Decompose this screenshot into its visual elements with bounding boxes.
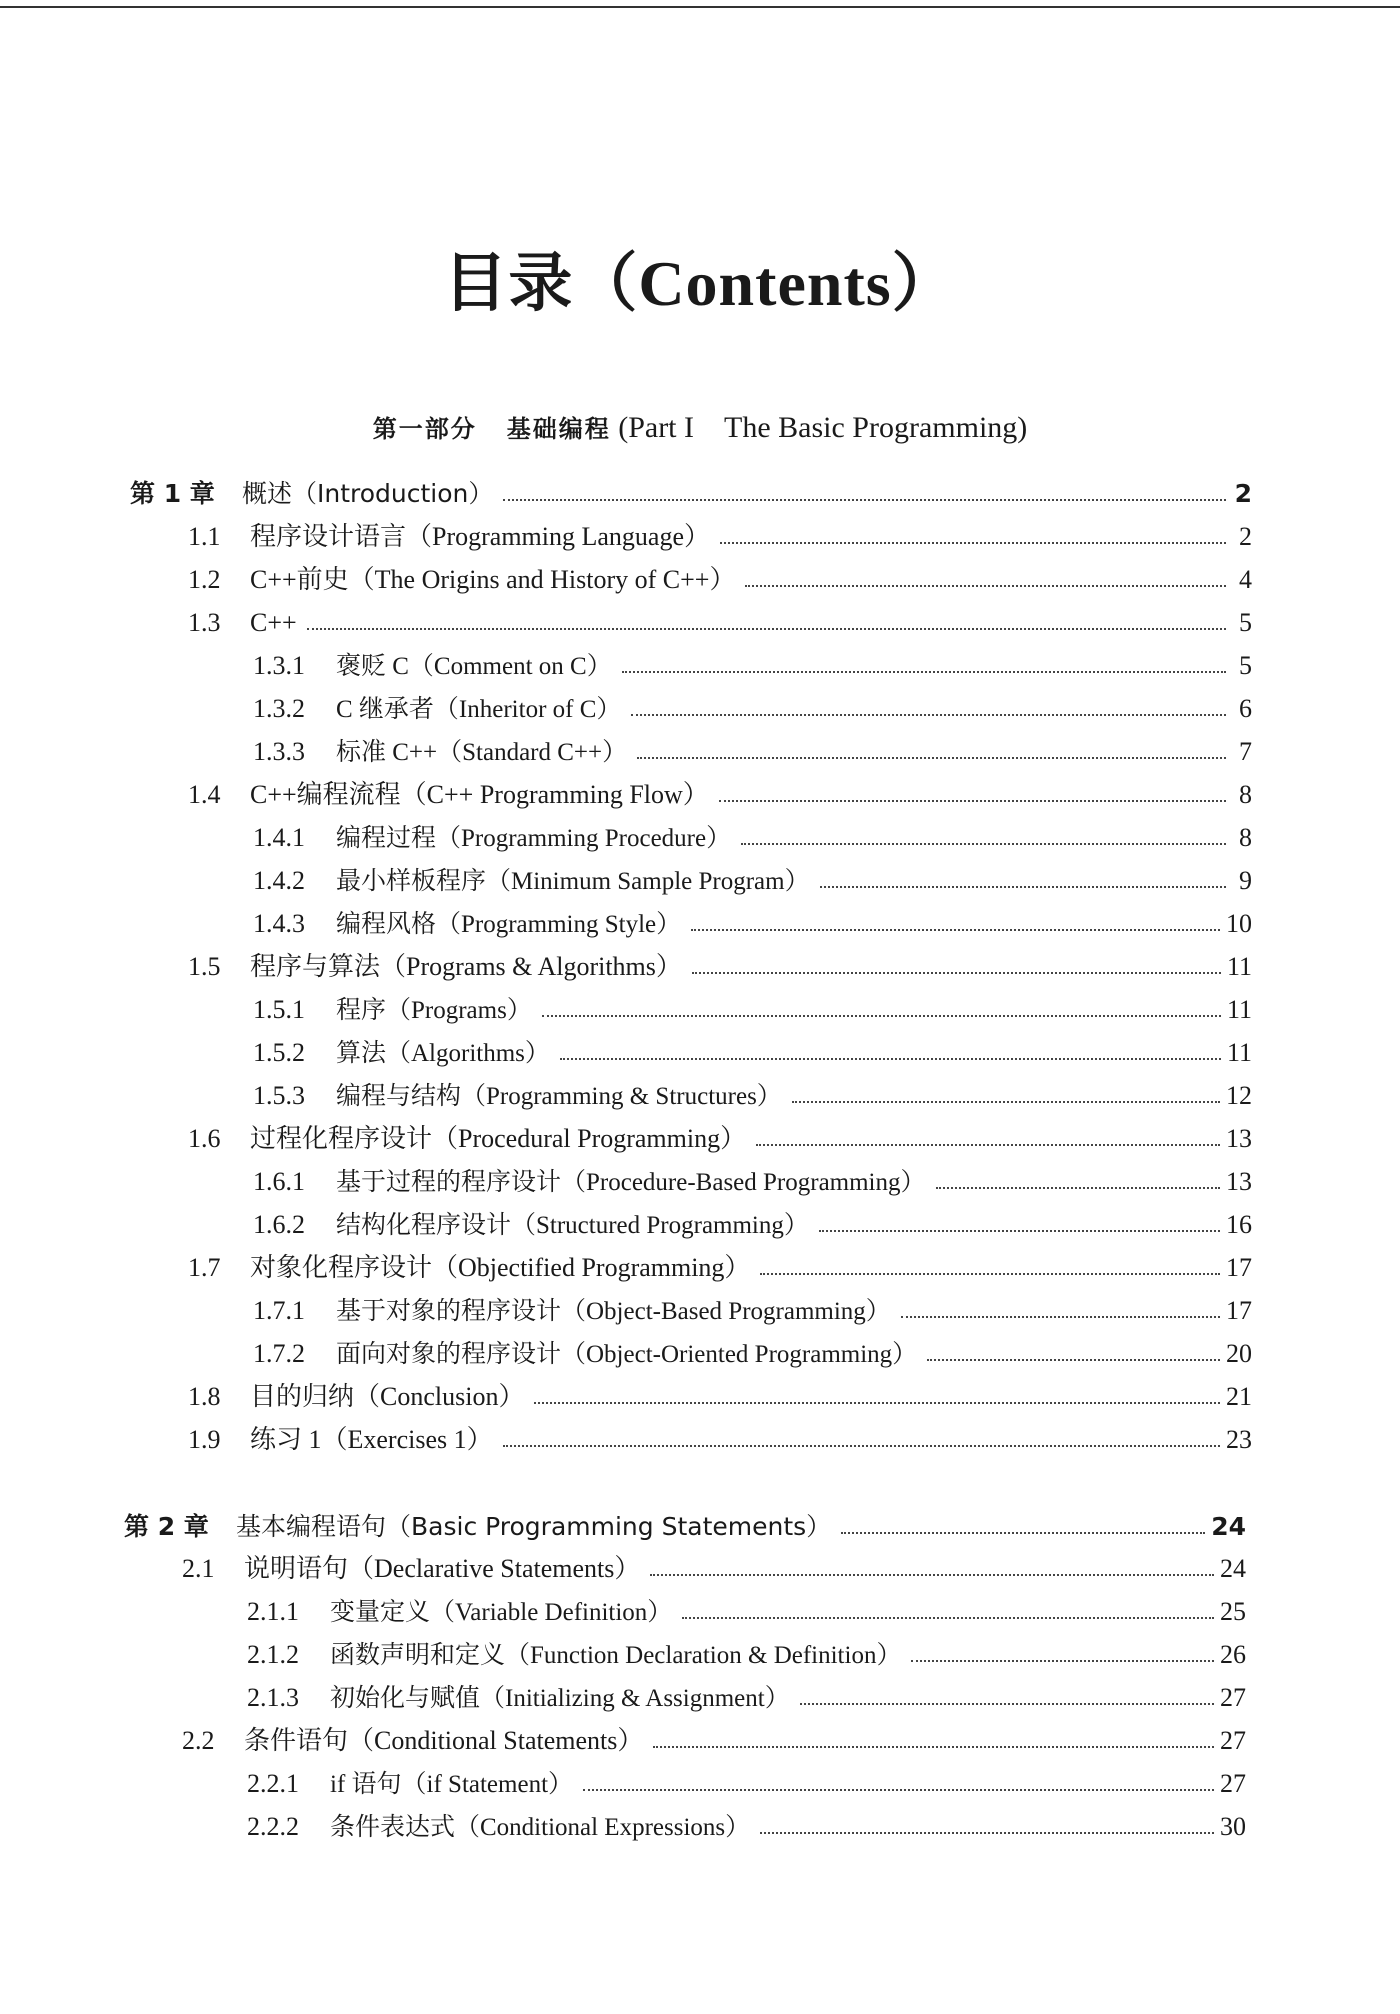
dot-leader — [542, 1015, 1221, 1017]
toc-entry — [188, 947, 1252, 987]
toc-entry — [130, 474, 1252, 514]
toc-entry — [188, 1377, 1252, 1417]
toc-entry-title: 条件语句（Conditional Statements） — [244, 1726, 644, 1755]
toc-entry-page: 9 — [1239, 866, 1252, 895]
dot-leader — [927, 1359, 1220, 1361]
toc-entry — [253, 1162, 1252, 1202]
toc-entry — [253, 818, 1252, 858]
dot-leader — [820, 886, 1226, 888]
toc-entry-page: 30 — [1220, 1812, 1246, 1841]
dot-leader — [534, 1402, 1220, 1404]
toc-entry — [247, 1678, 1246, 1718]
toc-entry-page: 27 — [1220, 1726, 1246, 1755]
toc-entry-title: 变量定义（Variable Definition） — [330, 1599, 673, 1626]
toc-entry-number: 1.4.3 — [253, 909, 305, 938]
toc-entry-title: 面向对象的程序设计（Object-Oriented Programming） — [336, 1341, 918, 1368]
toc-entry — [247, 1635, 1246, 1675]
toc-entry-page: 23 — [1226, 1425, 1252, 1454]
toc-entry-number: 2.1.2 — [247, 1640, 299, 1669]
dot-leader — [583, 1789, 1214, 1791]
toc-entry-page: 5 — [1239, 651, 1252, 680]
toc-entry-number: 1.5.1 — [253, 995, 305, 1024]
toc-entry-title: 说明语句（Declarative Statements） — [244, 1554, 641, 1583]
toc-entry-page: 6 — [1239, 694, 1252, 723]
dot-leader — [307, 628, 1226, 630]
dot-leader — [653, 1746, 1214, 1748]
toc-entry-title: 条件表达式（Conditional Expressions） — [330, 1814, 751, 1841]
toc-entry — [253, 1076, 1252, 1116]
dot-leader — [911, 1660, 1214, 1662]
toc-entry-page: 5 — [1239, 608, 1252, 637]
dot-leader — [637, 757, 1226, 759]
toc-entry-page: 11 — [1226, 1038, 1252, 1067]
toc-entry-title: 目的归纳（Conclusion） — [250, 1382, 525, 1411]
toc-entry-title: C++编程流程（C++ Programming Flow） — [250, 780, 709, 809]
dot-leader — [792, 1101, 1220, 1103]
toc-entry-title: 对象化程序设计（Objectified Programming） — [250, 1253, 751, 1282]
toc-entry — [253, 904, 1252, 944]
toc-entry — [253, 1291, 1252, 1331]
toc-entry-title: 结构化程序设计（Structured Programming） — [336, 1212, 809, 1239]
dot-leader — [719, 800, 1226, 802]
part-english-title: (Part I The Basic Programming) — [618, 411, 1028, 444]
toc-entry-title: 程序与算法（Programs & Algorithms） — [250, 952, 682, 981]
toc-entry-title: 褒贬 C（Comment on C） — [336, 653, 612, 680]
toc-entry-number: 1.6.1 — [253, 1167, 305, 1196]
toc-entry-page: 4 — [1239, 565, 1252, 594]
toc-entry-title: C++前史（The Origins and History of C++） — [250, 565, 736, 594]
dot-leader — [760, 1273, 1220, 1275]
toc-entry — [253, 646, 1252, 686]
toc-entry-page: 11 — [1226, 995, 1252, 1024]
toc-entry — [188, 517, 1252, 557]
toc-entry — [253, 689, 1252, 729]
toc-entry-page: 10 — [1226, 909, 1252, 938]
toc-entry-page: 11 — [1226, 952, 1252, 981]
toc-entry — [253, 1205, 1252, 1245]
dot-leader — [720, 542, 1226, 544]
toc-entry — [247, 1592, 1246, 1632]
toc-entry-page: 13 — [1226, 1124, 1252, 1153]
toc-entry — [182, 1721, 1246, 1761]
toc-entry-number: 1.4.1 — [253, 823, 305, 852]
dot-leader — [936, 1187, 1220, 1189]
toc-entry-number: 1.5.3 — [253, 1081, 305, 1110]
toc-entry-number: 2.2.1 — [247, 1769, 299, 1798]
toc-entry — [188, 1248, 1252, 1288]
toc-entry-page: 2 — [1239, 522, 1252, 551]
toc-entry-number: 1.5 — [188, 952, 221, 981]
toc-entry-number: 1.7.2 — [253, 1339, 305, 1368]
toc-entry-number: 1.3.2 — [253, 694, 305, 723]
toc-entry-number: 1.5.2 — [253, 1038, 305, 1067]
toc-entry-page: 8 — [1239, 780, 1252, 809]
toc-entry-number: 2.1.3 — [247, 1683, 299, 1712]
part-heading — [0, 402, 1400, 446]
toc-entry-title: 练习 1（Exercises 1） — [250, 1425, 493, 1454]
toc-entry-title: 标准 C++（Standard C++） — [336, 739, 628, 766]
toc-entry-page: 27 — [1220, 1769, 1246, 1798]
toc-entry-title: 函数声明和定义（Function Declaration & Definition） — [330, 1642, 902, 1669]
dot-leader — [691, 929, 1220, 931]
toc-entry-page: 17 — [1226, 1296, 1252, 1325]
toc-entry-number: 1.6.2 — [253, 1210, 305, 1239]
toc-entry-number: 1.7.1 — [253, 1296, 305, 1325]
toc-entry-number: 1.3.3 — [253, 737, 305, 766]
toc-entry — [188, 775, 1252, 815]
dot-leader — [631, 714, 1226, 716]
page-top-rule — [0, 6, 1400, 8]
toc-entry — [188, 1119, 1252, 1159]
toc-entry-number: 2.1 — [182, 1554, 215, 1583]
part-label: 第一部分 — [372, 415, 477, 443]
toc-entry — [247, 1764, 1246, 1804]
dot-leader — [800, 1703, 1214, 1705]
toc-entry-page: 25 — [1220, 1597, 1246, 1626]
toc-entry-number: 1.8 — [188, 1382, 221, 1411]
toc-entry-page: 8 — [1239, 823, 1252, 852]
toc-entry-title: C 继承者（Inheritor of C） — [336, 696, 622, 723]
toc-entry-number: 2.2.2 — [247, 1812, 299, 1841]
toc-entry-page: 24 — [1211, 1512, 1246, 1541]
toc-entry-number: 1.9 — [188, 1425, 221, 1454]
toc-entry-number: 1.4.2 — [253, 866, 305, 895]
toc-entry-number: 1.2 — [188, 565, 221, 594]
toc-entry-page: 26 — [1220, 1640, 1246, 1669]
dot-leader — [682, 1617, 1214, 1619]
toc-entry — [253, 1334, 1252, 1374]
toc-entry-number: 1.6 — [188, 1124, 221, 1153]
dot-leader — [841, 1532, 1205, 1534]
toc-entry — [188, 560, 1252, 600]
toc-entry-page: 7 — [1239, 737, 1252, 766]
toc-entry — [253, 861, 1252, 901]
toc-entry-title: 编程与结构（Programming & Structures） — [336, 1083, 782, 1110]
toc-entry-title: C++ — [250, 608, 297, 637]
toc-entry-number: 1.3.1 — [253, 651, 305, 680]
toc-entry-page: 13 — [1226, 1167, 1252, 1196]
toc-entry-title: 基于过程的程序设计（Procedure-Based Programming） — [336, 1169, 926, 1196]
toc-entry — [188, 1420, 1252, 1460]
toc-entry-page: 20 — [1226, 1339, 1252, 1368]
toc-entry-number: 2.1.1 — [247, 1597, 299, 1626]
toc-entry-number: 2.2 — [182, 1726, 215, 1755]
toc-entry-title: 程序（Programs） — [336, 997, 532, 1024]
toc-entry-title: 基本编程语句（Basic Programming Statements） — [236, 1512, 832, 1541]
toc-entry — [253, 732, 1252, 772]
toc-entry-number: 1.4 — [188, 780, 221, 809]
toc-entry-number: 1.1 — [188, 522, 221, 551]
toc-entry-number: 第 2 章 — [124, 1512, 209, 1541]
part-name: 基础编程 — [506, 415, 611, 443]
dot-leader — [503, 499, 1226, 501]
toc-entry-number: 第 1 章 — [130, 479, 215, 508]
toc-entry-page: 27 — [1220, 1683, 1246, 1712]
toc-entry — [182, 1549, 1246, 1589]
page-title: 目录（Contents） — [443, 248, 957, 319]
toc-entry-page: 17 — [1226, 1253, 1252, 1282]
toc-entry-page: 24 — [1220, 1554, 1246, 1583]
toc-entry-title: 初始化与赋值（Initializing & Assignment） — [330, 1685, 790, 1712]
toc-entry-title: 最小样板程序（Minimum Sample Program） — [336, 868, 810, 895]
toc-entry-number: 1.3 — [188, 608, 221, 637]
dot-leader — [560, 1058, 1221, 1060]
toc-entry-page: 16 — [1226, 1210, 1252, 1239]
toc-entry-title: 过程化程序设计（Procedural Programming） — [250, 1124, 747, 1153]
dot-leader — [692, 972, 1221, 974]
toc-entry — [188, 603, 1252, 643]
toc-entry — [124, 1507, 1246, 1547]
dot-leader — [819, 1230, 1220, 1232]
toc-entry-title: 程序设计语言（Programming Language） — [250, 522, 710, 551]
dot-leader — [760, 1832, 1214, 1834]
toc-entry-page: 12 — [1226, 1081, 1252, 1110]
dot-leader — [741, 843, 1226, 845]
toc-entry — [247, 1807, 1246, 1847]
toc-entry-title: 基于对象的程序设计（Object-Based Programming） — [336, 1298, 891, 1325]
toc-entry-title: 概述（Introduction） — [242, 479, 494, 508]
dot-leader — [901, 1316, 1220, 1318]
dot-leader — [756, 1144, 1220, 1146]
dot-leader — [745, 585, 1226, 587]
toc-entry-title: 算法（Algorithms） — [336, 1040, 550, 1067]
toc-entry-title: 编程过程（Programming Procedure） — [336, 825, 732, 852]
toc-entry-page: 2 — [1234, 479, 1252, 508]
dot-leader — [650, 1574, 1214, 1576]
toc-entry — [253, 1033, 1252, 1073]
toc-entry-number: 1.7 — [188, 1253, 221, 1282]
dot-leader — [622, 671, 1226, 673]
toc-entry-page: 21 — [1226, 1382, 1252, 1411]
toc-entry — [253, 990, 1252, 1030]
dot-leader — [503, 1445, 1220, 1447]
toc-entry-title: if 语句（if Statement） — [330, 1771, 574, 1798]
toc-entry-title: 编程风格（Programming Style） — [336, 911, 682, 938]
